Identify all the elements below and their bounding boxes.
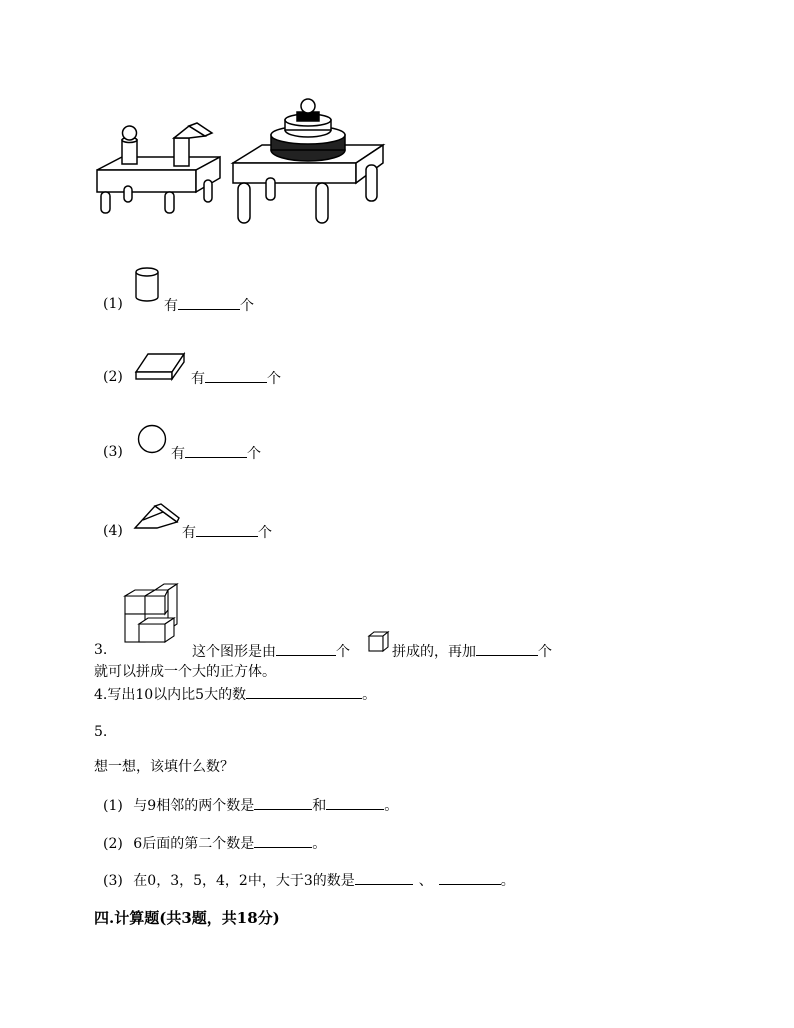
answer-blank[interactable] [196, 523, 258, 537]
q2-item-4-answer [182, 523, 272, 541]
answer-blank[interactable] [476, 642, 538, 656]
q5-item-3 [103, 871, 515, 889]
small-table [97, 123, 220, 213]
tables-with-blocks-illustration [0, 0, 794, 240]
item-text: 6后面的第二个数是 [133, 836, 255, 852]
have-text: 有 [171, 446, 185, 462]
q3-line1-tail [392, 642, 552, 660]
item-index: (3) [103, 444, 123, 460]
q4-text: 4.写出10以内比5大的数 [94, 687, 247, 703]
q3-text-a: 这个图形是由 [192, 644, 276, 660]
unit-text: 个 [247, 446, 261, 462]
answer-blank[interactable] [254, 834, 312, 848]
q3-line2: 就可以拼成一个大的正方体。 [94, 664, 276, 680]
item-index: (4) [103, 523, 123, 539]
q3-text-b: 拼成的，再加 [392, 644, 476, 660]
answer-blank[interactable] [185, 444, 247, 458]
item-index: (1) [103, 798, 123, 814]
q5-item-1 [103, 796, 398, 814]
have-text: 有 [182, 525, 196, 541]
q2-item-4 [103, 523, 123, 539]
item-end: 。 [500, 873, 515, 889]
have-text: 有 [191, 371, 205, 387]
item-text: 与9相邻的两个数是 [133, 798, 255, 814]
section-heading: 四.计算题(共3题，共18分) [94, 909, 280, 927]
sphere-icon [137, 424, 169, 456]
q3-number: 3. [94, 642, 108, 658]
item-end: 。 [384, 798, 399, 814]
answer-blank[interactable] [355, 871, 413, 885]
unit-text: 个 [240, 298, 254, 314]
answer-blank[interactable] [178, 296, 240, 310]
answer-blank[interactable] [246, 685, 362, 699]
q2-item-1-answer [164, 296, 254, 314]
q5-number: 5. [94, 724, 108, 740]
q4-end: 。 [362, 687, 377, 703]
item-index: (2) [103, 836, 123, 852]
answer-blank[interactable] [439, 871, 501, 885]
item-text: 在0，3，5，4，2中，大于3的数是 [133, 873, 355, 889]
triangular-prism-icon [133, 502, 183, 536]
item-index: (1) [103, 296, 123, 312]
q5-item-2 [103, 834, 326, 852]
q2-item-2 [103, 369, 123, 385]
have-text: 有 [164, 298, 178, 314]
item-mid: 和 [312, 798, 327, 814]
large-table [233, 99, 383, 223]
q2-item-3 [103, 444, 123, 460]
small-cube-icon [368, 631, 390, 653]
stacked-cubes-figure [122, 588, 182, 644]
cylinder-icon [134, 264, 164, 304]
item-end: 。 [312, 836, 327, 852]
answer-blank[interactable] [254, 796, 312, 810]
answer-blank[interactable] [326, 796, 384, 810]
q3-unit-a: 个 [336, 644, 350, 660]
q2-item-1 [103, 296, 123, 312]
answer-blank[interactable] [276, 642, 336, 656]
q2-item-2-answer [191, 369, 281, 387]
q2-item-3-answer [171, 444, 261, 462]
q5-prompt: 想一想，该填什么数？ [94, 759, 234, 775]
unit-text: 个 [267, 371, 281, 387]
q3-line1 [192, 642, 350, 660]
answer-blank[interactable] [205, 369, 267, 383]
item-index: (3) [103, 873, 123, 889]
q3-unit-b: 个 [538, 644, 552, 660]
item-index: (2) [103, 369, 123, 385]
cuboid-icon [134, 352, 184, 382]
item-mid: 、 [418, 873, 433, 889]
q4-line [94, 685, 376, 703]
unit-text: 个 [258, 525, 272, 541]
